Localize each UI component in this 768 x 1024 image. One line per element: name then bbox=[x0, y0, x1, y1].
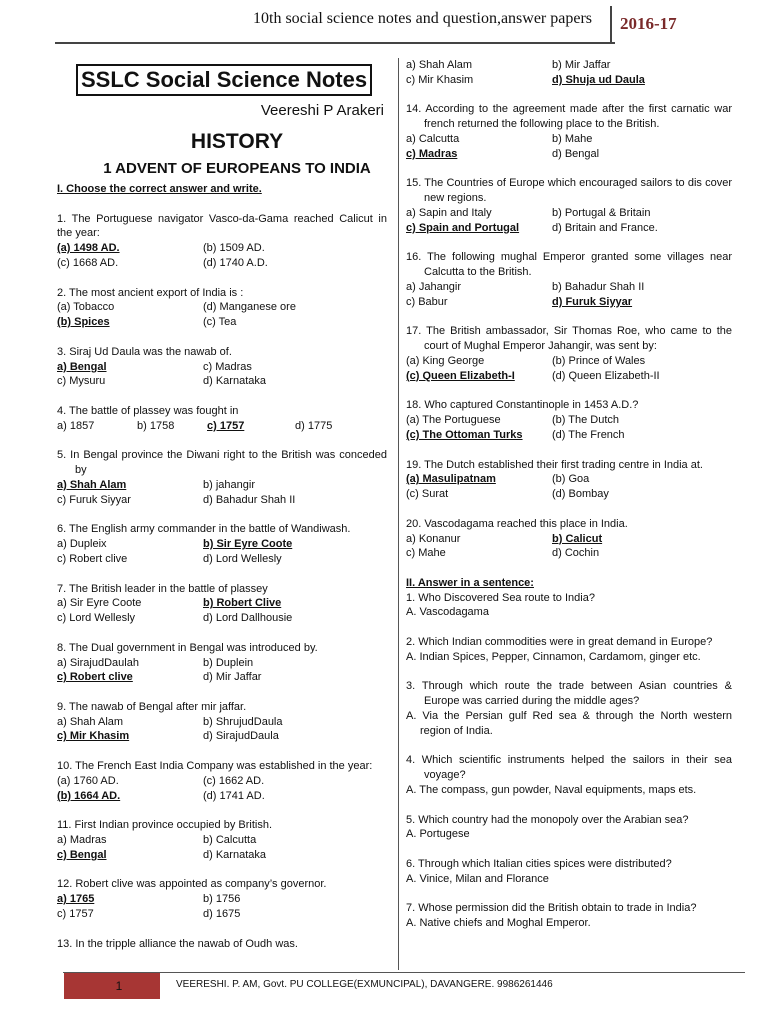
answer-option: d) Mir Jaffar bbox=[203, 671, 262, 684]
question-item bbox=[406, 324, 732, 383]
question-item bbox=[57, 759, 387, 803]
answer-option: c) Babur bbox=[406, 295, 448, 308]
answer-option: (a) King George bbox=[406, 354, 485, 367]
short-answer-list bbox=[406, 591, 732, 931]
question-item bbox=[57, 582, 387, 626]
answer-option: a) Konanur bbox=[406, 532, 461, 545]
answer-option: b) Mahe bbox=[552, 132, 593, 145]
question-item bbox=[57, 641, 387, 685]
footer-text: VEERESHI. P. AM, Govt. PU COLLEGE(EXMUNCIPAL), DAVANGERE. 9986261446 bbox=[176, 979, 553, 990]
short-question-text: 7. Whose permission did the British obtain to trade in India? bbox=[406, 902, 697, 915]
correct-option: c) Bengal bbox=[57, 848, 107, 861]
answer-option: (d) Queen Elizabeth-II bbox=[552, 369, 660, 382]
left-column bbox=[57, 58, 387, 951]
answer-option: (d) 1740 A.D. bbox=[203, 256, 268, 269]
answer-options bbox=[406, 532, 732, 562]
question-item bbox=[57, 286, 387, 330]
correct-option: c) Mir Khasim bbox=[57, 730, 130, 743]
answer-option: d) Karnataka bbox=[203, 848, 266, 861]
short-answer-text: A. Vascodagama bbox=[406, 606, 489, 619]
answer-option: (b) The Dutch bbox=[552, 414, 620, 427]
question-text: 2. The most ancient export of India is : bbox=[57, 286, 244, 299]
question-text: 1. The Portuguese navigator Vasco-da-Gama reached Calicut in the year: bbox=[57, 212, 387, 240]
question-item bbox=[406, 458, 732, 502]
answer-options bbox=[57, 833, 387, 863]
answer-option: c) Lord Wellesly bbox=[57, 612, 136, 625]
correct-option: b) Calicut bbox=[552, 532, 603, 545]
correct-option: (b) 1664 AD. bbox=[57, 789, 121, 802]
correct-option: a) 1765 bbox=[57, 893, 95, 906]
correct-option: c) 1757 bbox=[207, 419, 245, 432]
answer-option: a) Jahangir bbox=[406, 280, 462, 293]
answer-option: (d) 1741 AD. bbox=[203, 789, 265, 802]
answer-option: a) Sir Eyre Coote bbox=[57, 597, 142, 610]
answer-option: b) Portugal & Britain bbox=[552, 206, 651, 219]
short-question-text: 2. Which Indian commodities were in great demand in Europe? bbox=[406, 636, 713, 649]
answer-option: c) 1757 bbox=[57, 908, 94, 921]
question-item bbox=[57, 212, 387, 271]
correct-option: (a) 1498 AD. bbox=[57, 242, 120, 255]
answer-option: (c) Surat bbox=[406, 488, 449, 501]
answer-option: (a) The Portuguese bbox=[406, 414, 501, 427]
question-text: 10. The French East India Company was established in the year: bbox=[57, 760, 373, 773]
answer-option: b) jahangir bbox=[203, 478, 255, 491]
answer-option: c) Madras bbox=[203, 360, 252, 373]
answer-option: d) Cochin bbox=[552, 547, 600, 560]
short-answer-text: A. The compass, gun powder, Naval equipments, maps ets. bbox=[406, 784, 697, 797]
answer-option: a) Shah Alam bbox=[406, 59, 473, 71]
question-item bbox=[57, 937, 387, 952]
answer-option: b) Mir Jaffar bbox=[552, 59, 611, 71]
short-question-item bbox=[406, 635, 732, 665]
header-year: 2016-17 bbox=[620, 14, 677, 33]
answer-options bbox=[57, 656, 387, 686]
chapter-title: 1 ADVENT OF EUROPEANS TO INDIA bbox=[103, 160, 371, 177]
header-separator bbox=[610, 6, 612, 42]
correct-option: a) Shah Alam bbox=[57, 478, 127, 491]
answer-option: (b) Prince of Wales bbox=[552, 354, 646, 367]
header-title: 10th social science notes and question,answer papers bbox=[253, 10, 593, 27]
header-rule bbox=[55, 42, 615, 44]
short-answer-text: A. Portugese bbox=[406, 828, 470, 841]
left-question-list bbox=[57, 212, 387, 952]
short-answer-text: A. Via the Persian gulf Red sea & through the North western region of India. bbox=[406, 710, 732, 737]
question-item bbox=[406, 517, 732, 561]
short-answer-text: A. Indian Spices, Pepper, Cinnamon, Cardamom, ginger etc. bbox=[406, 650, 701, 663]
short-question-item bbox=[406, 857, 732, 887]
short-question-item bbox=[406, 813, 732, 843]
answer-option: (d) The French bbox=[552, 428, 625, 441]
question-text: 3. Siraj Ud Daula was the nawab of. bbox=[57, 345, 232, 358]
question-item bbox=[57, 700, 387, 744]
answer-option: c) Robert clive bbox=[57, 552, 128, 565]
correct-option: (a) Masulipatnam bbox=[406, 473, 496, 486]
question-text: 11. First Indian province occupied by British. bbox=[57, 819, 273, 832]
answer-option: b) Duplein bbox=[203, 656, 254, 669]
answer-options bbox=[406, 354, 732, 384]
correct-option: (b) Spices bbox=[57, 316, 110, 329]
question-item bbox=[406, 176, 732, 235]
answer-option: a) SirajudDaulah bbox=[57, 656, 139, 669]
doc-title: SSLC Social Science Notes bbox=[76, 64, 372, 96]
answer-option: d) 1775 bbox=[295, 419, 333, 432]
answer-option: a) Sapin and Italy bbox=[406, 206, 492, 219]
answer-option: (c) 1668 AD. bbox=[57, 256, 119, 269]
doc-author: Veereshi P Arakeri bbox=[260, 102, 384, 119]
correct-option: d) Furuk Siyyar bbox=[552, 295, 633, 308]
question-item bbox=[57, 522, 387, 566]
answer-option: d) Britain and France. bbox=[552, 221, 658, 234]
answer-option: (d) Bombay bbox=[552, 488, 609, 501]
answer-option: d) Bahadur Shah II bbox=[203, 493, 296, 506]
answer-options bbox=[57, 892, 387, 922]
correct-option: c) Robert clive bbox=[57, 671, 133, 684]
answer-option: c) Mahe bbox=[406, 547, 446, 560]
correct-option: d) Shuja ud Daula bbox=[552, 73, 645, 86]
answer-option: (a) 1760 AD. bbox=[57, 774, 119, 787]
answer-options bbox=[57, 241, 387, 271]
page-header bbox=[0, 0, 768, 46]
short-answer-text: A. Vinice, Milan and Florance bbox=[406, 872, 549, 885]
answer-option: (b) 1509 AD. bbox=[203, 242, 265, 255]
question-item bbox=[57, 345, 387, 389]
answer-option: b) Calcutta bbox=[203, 834, 257, 847]
answer-options bbox=[57, 715, 387, 745]
answer-options bbox=[57, 419, 387, 434]
question-text: 7. The British leader in the battle of plassey bbox=[57, 582, 268, 595]
question-text: 16. The following mughal Emperor granted some villages near Calcutta to the British. bbox=[406, 251, 732, 279]
correct-option: c) Spain and Portugal bbox=[406, 221, 520, 234]
right-column bbox=[406, 58, 732, 931]
short-question-text: 1. Who Discovered Sea route to India? bbox=[406, 591, 595, 604]
short-question-text: 6. Through which Italian cities spices were distributed? bbox=[406, 858, 672, 871]
question-text: 15. The Countries of Europe which encouraged sailors to dis cover new regions. bbox=[406, 177, 732, 205]
right-question-list bbox=[406, 58, 732, 561]
question-item bbox=[57, 818, 387, 862]
question-text: 6. The English army commander in the battle of Wandiwash. bbox=[57, 523, 351, 536]
short-question-text: 3. Through which route the trade between Asian countries & Europe was carried during the middle ages? bbox=[406, 680, 732, 708]
question-item bbox=[406, 58, 732, 88]
answer-option: a) Madras bbox=[57, 834, 107, 847]
answer-option: b) 1758 bbox=[137, 419, 175, 432]
question-text: 14. According to the agreement made after the first carnatic war french returned the following place to the British. bbox=[406, 103, 732, 131]
answer-option: d) Karnataka bbox=[203, 375, 266, 388]
question-item bbox=[57, 877, 387, 921]
answer-options bbox=[57, 300, 387, 330]
answer-options bbox=[406, 280, 732, 310]
answer-option: d) SirajudDaula bbox=[203, 730, 279, 743]
doc-subject: HISTORY bbox=[190, 130, 284, 153]
answer-options bbox=[57, 478, 387, 508]
answer-option: (b) Goa bbox=[552, 473, 590, 486]
question-item bbox=[406, 102, 732, 161]
question-item bbox=[57, 448, 387, 507]
column-divider bbox=[398, 58, 399, 970]
correct-option: b) Sir Eyre Coote bbox=[203, 538, 293, 551]
answer-option: a) Shah Alam bbox=[57, 715, 124, 728]
correct-option: a) Bengal bbox=[57, 360, 107, 373]
correct-option: (c) Queen Elizabeth-I bbox=[406, 369, 515, 382]
answer-option: (c) 1662 AD. bbox=[203, 774, 265, 787]
short-question-text: 5. Which country had the monopoly over the Arabian sea? bbox=[406, 813, 689, 826]
answer-option: a) 1857 bbox=[57, 419, 95, 432]
answer-options bbox=[406, 132, 732, 162]
answer-option: b) ShrujudDaula bbox=[203, 715, 283, 728]
question-text: 4. The battle of plassey was fought in bbox=[57, 404, 239, 417]
answer-option: d) Lord Dallhousie bbox=[203, 612, 293, 625]
correct-option: b) Robert Clive bbox=[203, 597, 282, 610]
question-text: 13. In the tripple alliance the nawab of Oudh was. bbox=[57, 937, 298, 950]
question-text: 12. Robert clive was appointed as company’s governor. bbox=[57, 878, 327, 891]
answer-options bbox=[406, 58, 732, 88]
answer-option: d) 1675 bbox=[203, 908, 241, 921]
footer-rule bbox=[63, 972, 745, 973]
question-item bbox=[406, 250, 732, 309]
question-text: 5. In Bengal province the Diwani right to the British was conceded by bbox=[57, 449, 387, 477]
answer-option: (a) Tobacco bbox=[57, 301, 115, 314]
answer-option: c) Mysuru bbox=[57, 375, 106, 388]
question-text: 19. The Dutch established their first trading centre in India at. bbox=[406, 458, 703, 471]
answer-options bbox=[406, 472, 732, 502]
page-number: 1 bbox=[115, 979, 123, 993]
short-question-item bbox=[406, 591, 732, 621]
answer-options bbox=[57, 596, 387, 626]
question-text: 9. The nawab of Bengal after mir jaffar. bbox=[57, 700, 247, 713]
correct-option: c) Madras bbox=[406, 147, 458, 160]
short-question-text: 4. Which scientific instruments helped the sailors in their sea voyage? bbox=[406, 754, 732, 782]
question-text: 8. The Dual government in Bengal was introduced by. bbox=[57, 641, 318, 654]
answer-options bbox=[57, 537, 387, 567]
answer-option: (c) Tea bbox=[203, 316, 237, 329]
question-text: 18. Who captured Constantinople in 1453 A.D.? bbox=[406, 399, 639, 412]
question-item bbox=[406, 398, 732, 442]
short-question-item bbox=[406, 901, 732, 931]
answer-option: c) Furuk Siyyar bbox=[57, 493, 131, 506]
answer-option: b) Bahadur Shah II bbox=[552, 280, 645, 293]
section-heading-short: II. Answer in a sentence: bbox=[406, 576, 534, 589]
answer-options bbox=[406, 206, 732, 236]
question-text: 17. The British ambassador, Sir Thomas Roe, who came to the court of Mughal Emperor Jahangir, was sent by: bbox=[406, 325, 732, 353]
answer-option: c) Mir Khasim bbox=[406, 73, 474, 86]
answer-option: a) Dupleix bbox=[57, 538, 107, 551]
correct-option: (c) The Ottoman Turks bbox=[406, 428, 523, 441]
short-question-item bbox=[406, 753, 732, 797]
answer-option: d) Bengal bbox=[552, 147, 600, 160]
answer-option: (d) Manganese ore bbox=[203, 301, 296, 314]
answer-options bbox=[57, 360, 387, 390]
section-heading-mcq: I. Choose the correct answer and write. bbox=[57, 183, 262, 195]
answer-options bbox=[57, 774, 387, 804]
answer-option: a) Calcutta bbox=[406, 132, 460, 145]
question-item bbox=[57, 404, 387, 434]
answer-options bbox=[406, 413, 732, 443]
short-answer-text: A. Native chiefs and Moghal Emperor. bbox=[406, 917, 591, 930]
question-text: 20. Vascodagama reached this place in India. bbox=[406, 517, 628, 530]
short-question-item bbox=[406, 679, 732, 738]
answer-option: d) Lord Wellesly bbox=[203, 552, 282, 565]
answer-option: b) 1756 bbox=[203, 893, 241, 906]
